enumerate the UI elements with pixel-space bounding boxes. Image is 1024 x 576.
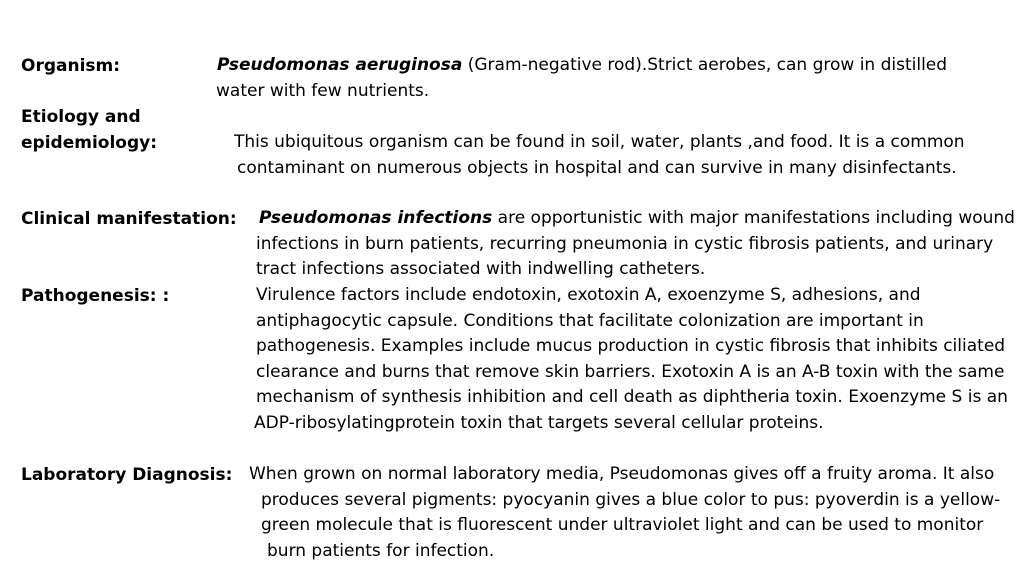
organism-text (217, 53, 947, 104)
etiology-label-line-1: Etiology and (21, 107, 141, 127)
lab-text (249, 462, 1000, 564)
clinical-line-1-text: are opportunistic with major manifestations including wound (497, 208, 1015, 228)
etiology-line-2: contaminant on numerous objects in hospital and can survive in many disinfectants. (237, 157, 957, 178)
etiology-label-line-2: epidemiology: (21, 133, 157, 153)
organism-name: Pseudomonas aeruginosa (217, 55, 463, 75)
clinical-line-2: infections in burn patients, recurring pneumonia in cystic fibrosis patients, and urinary (256, 233, 994, 254)
pathogenesis-line-2: antiphagocytic capsule. Conditions that facilitate colonization are important in (256, 310, 924, 331)
organism-line-2: water with few nutrients. (216, 80, 430, 101)
pathogenesis-line-6: ADP-ribosylatingprotein toxin that targets several cellular proteins. (254, 412, 824, 433)
clinical-line-1 (259, 206, 1015, 232)
organism-line-1 (217, 53, 947, 79)
pathogenesis-label: Pathogenesis: : (21, 286, 170, 306)
pathogenesis-line-4: clearance and burns that remove skin barriers. Exotoxin A is an A-B toxin with the same (256, 361, 1005, 382)
lab-label: Laboratory Diagnosis: (21, 465, 233, 485)
clinical-line-3: tract infections associated with indwelling catheters. (256, 259, 706, 279)
lab-line-1: When grown on normal laboratory media, Pseudomonas gives off a fruity aroma. It also (249, 464, 995, 484)
pathogenesis-text (256, 283, 1008, 436)
lab-line-2: produces several pigments: pyocyanin gives a blue color to pus: pyoverdin is a yellow- (261, 489, 1001, 510)
etiology-line-1: This ubiquitous organism can be found in soil, water, plants ,and food. It is a common (234, 132, 965, 152)
lab-line-3: green molecule that is fluorescent under ultraviolet light and can be used to monitor (261, 515, 984, 535)
clinical-text (256, 206, 1015, 283)
pathogenesis-line-1: Virulence factors include endotoxin, exotoxin A, exoenzyme S, adhesions, and (256, 285, 921, 305)
etiology-text (234, 130, 965, 181)
organism-label: Organism: (21, 56, 121, 76)
clinical-name: Pseudomonas infections (259, 208, 493, 228)
pathogenesis-line-3: pathogenesis. Examples include mucus production in cystic fibrosis that inhibits ciliated (256, 336, 1006, 356)
lab-line-4: burn patients for infection. (267, 540, 495, 561)
organism-line-1-text: (Gram-negative rod).Strict aerobes, can grow in distilled (467, 55, 948, 75)
clinical-label: Clinical manifestation: (21, 209, 237, 229)
pathogenesis-line-5: mechanism of synthesis inhibition and cell death as diphtheria toxin. Exoenzyme S is an (256, 387, 1008, 407)
